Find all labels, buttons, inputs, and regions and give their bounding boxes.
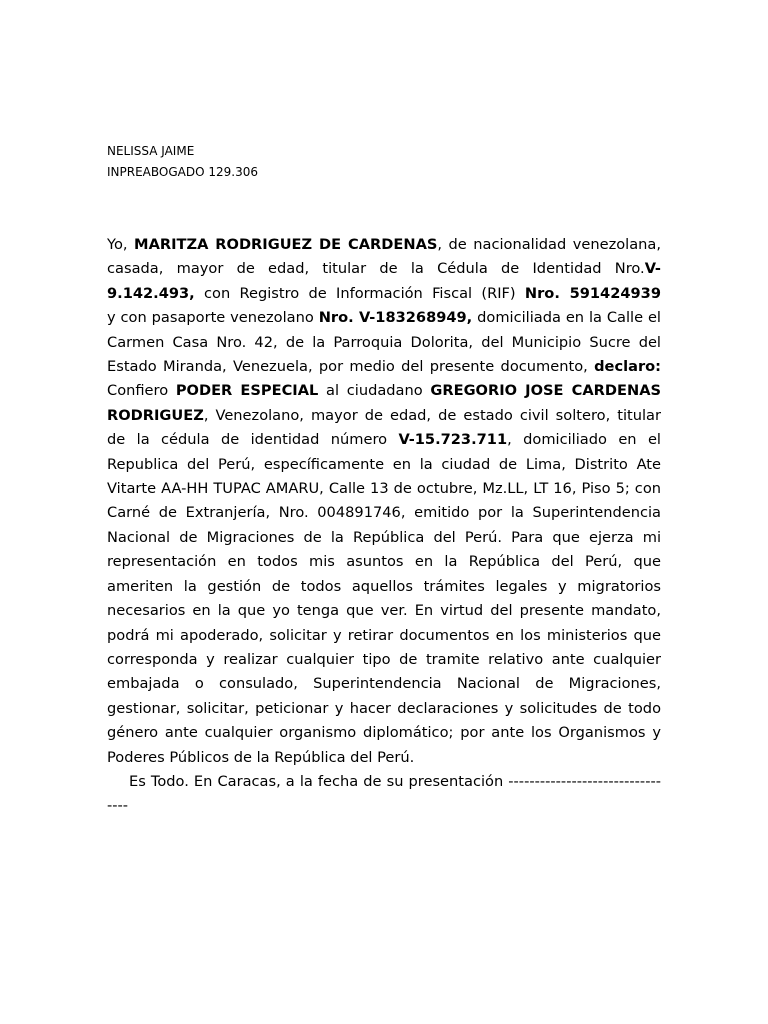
power-of-attorney-body [107,233,699,819]
attorney-name: NELISSA JAIME [107,144,195,158]
grantor-name: MARITZA RODRIGUEZ DE CARDENAS [134,236,438,253]
rif-number: Nro. 591424939 [524,284,661,302]
text-segment: , domiciliado en el Republica del Perú, específicamente en la ciudad de Lima, Distrito Ate Vitarte AA-HH TUPAC AMARU, Calle 13 de octubre, Mz.LL, LT 16, Piso 5; con Carné de Extranjería, Nro. 004891746, emitido por la Superintendencia Nacional de Migraciones de la República del Perú. Para que ejerza mi representación en todos mis asuntos en la República del Perú, que ameriten la gestión de todos aquellos trámites legales y migratorios necesarios en la que yo tenga que ver. En virtud del presente mandato, podrá mi apoderado, solicitar y retirar documentos en los ministerios que corresponda y realizar cualquier tipo de tramite relativo ante cualquier embajada o consulado, Superintendencia Nacional de Migraciones, gestionar, solicitar, peticionar y hacer declaraciones y solicitudes de todo género ante cualquier organismo diplomático; por ante los Organismos y Poderes Públicos de la República del Perú. [107,431,661,766]
text-segment: , Venezolano, mayor de edad, de estado civil soltero, titular de la cédula de identidad número [107,406,661,449]
text-segment: al ciudadano [318,382,431,400]
text-segment: domiciliada en la Calle el Carmen Casa Nro. 42, de la Parroquia Dolorita, del Municipio Sucre del Estado Miranda, Venezuela, por medio del presente documento, [107,309,661,376]
text-segment: con Registro de Información Fiscal (RIF) [194,284,525,302]
attorney-in-fact-name: GREGORIO JOSE CARDENAS RODRIGUEZ [107,382,661,424]
declaro-keyword: declaro: [594,358,661,376]
text-segment: Yo, [107,236,135,253]
passport-number: Nro. V-183268949, [318,309,473,327]
attorney-inpre-number: INPREABOGADO 129.306 [107,165,258,179]
main-paragraph [107,233,699,770]
text-segment: , de nacionalidad venezolana, casada, mayor de edad, titular de la Cédula de Identidad Nro. [107,236,662,278]
closing-line: Es Todo. En Caracas, a la fecha de su presentación --------------------------------- [107,772,661,815]
text-segment: Confiero [107,382,176,400]
attorney-in-fact-id: V-15.723.711 [398,431,508,449]
poder-especial-keyword: PODER ESPECIAL [175,382,319,400]
attorney-header [107,141,258,183]
grantor-id-number: V-9.142.493, [107,260,661,302]
text-segment: y con pasaporte venezolano [107,284,699,327]
